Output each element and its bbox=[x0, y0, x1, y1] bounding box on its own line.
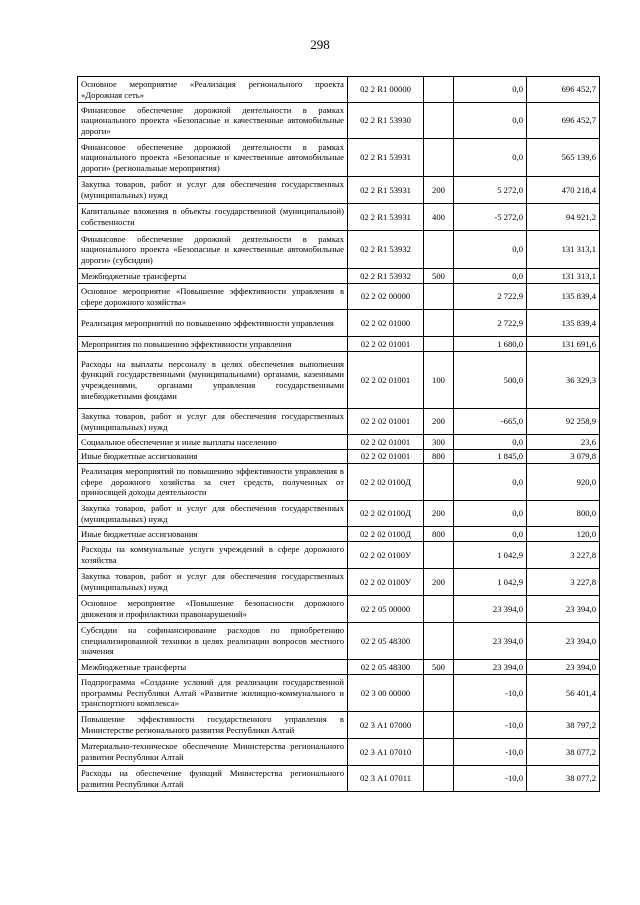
expense-name: Расходы на обеспечение функций Министерства регионального развития Республики Алтай bbox=[78, 766, 348, 792]
expense-name: Закупка товаров, работ и услуг для обеспечения государственных (муниципальных) нужд bbox=[78, 409, 348, 435]
target-article-code: 02 2 02 01001 bbox=[348, 352, 424, 409]
table-row bbox=[78, 623, 600, 660]
change-amount: 500,0 bbox=[454, 352, 527, 409]
target-article-code: 02 3 А1 07000 bbox=[348, 712, 424, 739]
change-amount: -5 272,0 bbox=[454, 204, 527, 231]
table-row bbox=[78, 77, 600, 103]
target-article-code: 02 2 R1 53931 bbox=[348, 177, 424, 204]
expense-name: Повышение эффективности государственного управления в Министерстве регионального развития Республики Алтай bbox=[78, 712, 348, 739]
expense-name: Межбюджетные трансферты bbox=[78, 660, 348, 675]
expense-type-code: 400 bbox=[424, 204, 454, 231]
target-article-code: 02 3 00 00000 bbox=[348, 675, 424, 712]
expense-type-code bbox=[424, 231, 454, 269]
change-amount: 5 272,0 bbox=[454, 177, 527, 204]
total-amount: 131 691,6 bbox=[527, 337, 600, 352]
table-row bbox=[78, 337, 600, 352]
total-amount: 3 227,8 bbox=[527, 542, 600, 569]
budget-table-body bbox=[78, 77, 600, 792]
expense-type-code: 300 bbox=[424, 435, 454, 450]
target-article-code: 02 2 05 00000 bbox=[348, 596, 424, 623]
total-amount: 800,0 bbox=[527, 501, 600, 527]
expense-type-code: 200 bbox=[424, 177, 454, 204]
expense-name: Расходы на выплаты персоналу в целях обеспечения выполнения функций государственными (муниципальными) органами, казенными учреждениями, органами управления государственными внебюджетными фондами bbox=[78, 352, 348, 409]
table-row bbox=[78, 464, 600, 501]
expense-name: Иные бюджетные ассигнования bbox=[78, 527, 348, 542]
table-row bbox=[78, 596, 600, 623]
table-row bbox=[78, 569, 600, 596]
expense-name: Реализация мероприятий по повышению эффективности управления bbox=[78, 310, 348, 337]
table-row bbox=[78, 231, 600, 269]
target-article-code: 02 2 R1 53931 bbox=[348, 139, 424, 177]
expense-type-code: 100 bbox=[424, 352, 454, 409]
expense-name: Закупка товаров, работ и услуг для обеспечения государственных (муниципальных) нужд bbox=[78, 501, 348, 527]
table-row bbox=[78, 712, 600, 739]
total-amount: 696 452,7 bbox=[527, 77, 600, 103]
table-row bbox=[78, 527, 600, 542]
table-row bbox=[78, 284, 600, 310]
expense-type-code bbox=[424, 542, 454, 569]
total-amount: 36 329,3 bbox=[527, 352, 600, 409]
expense-name: Расходы на коммунальные услуги учреждений в сфере дорожного хозяйства bbox=[78, 542, 348, 569]
total-amount: 23 394,0 bbox=[527, 596, 600, 623]
change-amount: 0,0 bbox=[454, 435, 527, 450]
target-article-code: 02 2 R1 00000 bbox=[348, 77, 424, 103]
table-row bbox=[78, 103, 600, 139]
expense-type-code: 800 bbox=[424, 527, 454, 542]
target-article-code: 02 2 02 00000 bbox=[348, 284, 424, 310]
expense-type-code bbox=[424, 464, 454, 501]
change-amount: 1 042,9 bbox=[454, 542, 527, 569]
expense-type-code bbox=[424, 596, 454, 623]
expense-name: Иные бюджетные ассигнования bbox=[78, 450, 348, 464]
table-row bbox=[78, 766, 600, 792]
expense-type-code bbox=[424, 623, 454, 660]
table-row bbox=[78, 739, 600, 766]
expense-type-code bbox=[424, 284, 454, 310]
total-amount: 135 839,4 bbox=[527, 284, 600, 310]
expense-name: Закупка товаров, работ и услуг для обеспечения государственных (муниципальных) нужд bbox=[78, 177, 348, 204]
expense-type-code: 500 bbox=[424, 269, 454, 284]
total-amount: 920,0 bbox=[527, 464, 600, 501]
expense-name: Капитальные вложения в объекты государственной (муниципальной) собственности bbox=[78, 204, 348, 231]
expense-name: Финансовое обеспечение дорожной деятельности в рамках национального проекта «Безопасные и качественные автомобильные дороги» (субсидии) bbox=[78, 231, 348, 269]
target-article-code: 02 2 02 01001 bbox=[348, 450, 424, 464]
target-article-code: 02 2 05 48300 bbox=[348, 623, 424, 660]
target-article-code: 02 2 02 0100Д bbox=[348, 464, 424, 501]
change-amount: 1 680,0 bbox=[454, 337, 527, 352]
table-row bbox=[78, 352, 600, 409]
total-amount: 23 394,0 bbox=[527, 660, 600, 675]
change-amount: 0,0 bbox=[454, 139, 527, 177]
change-amount: 0,0 bbox=[454, 269, 527, 284]
table-row bbox=[78, 310, 600, 337]
expense-type-code bbox=[424, 739, 454, 766]
total-amount: 470 218,4 bbox=[527, 177, 600, 204]
target-article-code: 02 2 02 0100Д bbox=[348, 527, 424, 542]
total-amount: 38 797,2 bbox=[527, 712, 600, 739]
table-row bbox=[78, 269, 600, 284]
expense-name: Основное мероприятие «Повышение эффективности управления в сфере дорожного хозяйства» bbox=[78, 284, 348, 310]
total-amount: 3 079,8 bbox=[527, 450, 600, 464]
total-amount: 120,0 bbox=[527, 527, 600, 542]
table-row bbox=[78, 435, 600, 450]
table-row bbox=[78, 139, 600, 177]
target-article-code: 02 3 А1 07011 bbox=[348, 766, 424, 792]
expense-name: Основное мероприятие «Повышение безопасности дорожного движения и профилактики правонарушений» bbox=[78, 596, 348, 623]
change-amount: 1 042,9 bbox=[454, 569, 527, 596]
expense-type-code: 500 bbox=[424, 660, 454, 675]
change-amount: -10,0 bbox=[454, 712, 527, 739]
table-row bbox=[78, 675, 600, 712]
expense-type-code: 200 bbox=[424, 501, 454, 527]
total-amount: 696 452,7 bbox=[527, 103, 600, 139]
target-article-code: 02 2 R1 53930 bbox=[348, 103, 424, 139]
target-article-code: 02 2 02 0100У bbox=[348, 542, 424, 569]
target-article-code: 02 2 R1 53932 bbox=[348, 231, 424, 269]
expense-name: Реализация мероприятий по повышению эффективности управления в сфере дорожного хозяйства за счет средств, полученных от приносящей доходы деятельности bbox=[78, 464, 348, 501]
total-amount: 38 077,2 bbox=[527, 766, 600, 792]
change-amount: -10,0 bbox=[454, 766, 527, 792]
change-amount: -10,0 bbox=[454, 675, 527, 712]
change-amount: 23 394,0 bbox=[454, 596, 527, 623]
expense-type-code bbox=[424, 712, 454, 739]
change-amount: -10,0 bbox=[454, 739, 527, 766]
change-amount: 0,0 bbox=[454, 527, 527, 542]
total-amount: 92 258,9 bbox=[527, 409, 600, 435]
total-amount: 23 394,0 bbox=[527, 623, 600, 660]
total-amount: 3 227,8 bbox=[527, 569, 600, 596]
expense-name: Финансовое обеспечение дорожной деятельности в рамках национального проекта «Безопасные и качественные автомобильные дороги» bbox=[78, 103, 348, 139]
expense-type-code: 200 bbox=[424, 569, 454, 596]
total-amount: 94 921,2 bbox=[527, 204, 600, 231]
expense-type-code bbox=[424, 310, 454, 337]
target-article-code: 02 2 02 01001 bbox=[348, 409, 424, 435]
expense-name: Мероприятия по повышению эффективности управления bbox=[78, 337, 348, 352]
expense-name: Подпрограмма «Создание условий для реализации государственной программы Республики Алтай «Развитие жилищно-коммунального и транспортного комплекса» bbox=[78, 675, 348, 712]
table-row bbox=[78, 177, 600, 204]
expense-type-code bbox=[424, 103, 454, 139]
change-amount: 1 845,0 bbox=[454, 450, 527, 464]
change-amount: 2 722,9 bbox=[454, 310, 527, 337]
page-number: 298 bbox=[310, 37, 330, 52]
change-amount: 23 394,0 bbox=[454, 623, 527, 660]
target-article-code: 02 3 А1 07010 bbox=[348, 739, 424, 766]
expense-name: Социальное обеспечение и иные выплаты населению bbox=[78, 435, 348, 450]
target-article-code: 02 2 02 01000 bbox=[348, 310, 424, 337]
total-amount: 23,6 bbox=[527, 435, 600, 450]
expense-type-code bbox=[424, 77, 454, 103]
total-amount: 131 313,1 bbox=[527, 269, 600, 284]
change-amount: 0,0 bbox=[454, 77, 527, 103]
change-amount: 23 394,0 bbox=[454, 660, 527, 675]
table-row bbox=[78, 409, 600, 435]
expense-name: Основное мероприятие «Реализация регионального проекта «Дорожная сеть» bbox=[78, 77, 348, 103]
expense-name: Финансовое обеспечение дорожной деятельности в рамках национального проекта «Безопасные и качественные автомобильные дороги» (региональные мероприятия) bbox=[78, 139, 348, 177]
change-amount: 0,0 bbox=[454, 103, 527, 139]
target-article-code: 02 2 R1 53932 bbox=[348, 269, 424, 284]
total-amount: 38 077,2 bbox=[527, 739, 600, 766]
total-amount: 131 313,1 bbox=[527, 231, 600, 269]
expense-name: Межбюджетные трансферты bbox=[78, 269, 348, 284]
table-row bbox=[78, 204, 600, 231]
expense-type-code bbox=[424, 337, 454, 352]
expense-type-code bbox=[424, 675, 454, 712]
change-amount: 0,0 bbox=[454, 501, 527, 527]
table-row bbox=[78, 660, 600, 675]
target-article-code: 02 2 02 0100У bbox=[348, 569, 424, 596]
expense-name: Материально-техническое обеспечение Министерства регионального развития Республики Алтай bbox=[78, 739, 348, 766]
budget-table bbox=[77, 76, 600, 792]
change-amount: 2 722,9 bbox=[454, 284, 527, 310]
table-row bbox=[78, 542, 600, 569]
total-amount: 56 401,4 bbox=[527, 675, 600, 712]
target-article-code: 02 2 R1 53931 bbox=[348, 204, 424, 231]
table-row bbox=[78, 501, 600, 527]
table-row bbox=[78, 450, 600, 464]
target-article-code: 02 2 02 01001 bbox=[348, 435, 424, 450]
target-article-code: 02 2 02 01001 bbox=[348, 337, 424, 352]
change-amount: -665,0 bbox=[454, 409, 527, 435]
change-amount: 0,0 bbox=[454, 231, 527, 269]
expense-name: Закупка товаров, работ и услуг для обеспечения государственных (муниципальных) нужд bbox=[78, 569, 348, 596]
target-article-code: 02 2 02 0100Д bbox=[348, 501, 424, 527]
expense-type-code: 800 bbox=[424, 450, 454, 464]
total-amount: 135 839,4 bbox=[527, 310, 600, 337]
expense-type-code bbox=[424, 766, 454, 792]
expense-type-code bbox=[424, 139, 454, 177]
expense-type-code: 200 bbox=[424, 409, 454, 435]
target-article-code: 02 2 05 48300 bbox=[348, 660, 424, 675]
total-amount: 565 139,6 bbox=[527, 139, 600, 177]
change-amount: 0,0 bbox=[454, 464, 527, 501]
expense-name: Субсидии на софинансирование расходов по приобретению специализированной техники в целях реализации вопросов местного значения bbox=[78, 623, 348, 660]
